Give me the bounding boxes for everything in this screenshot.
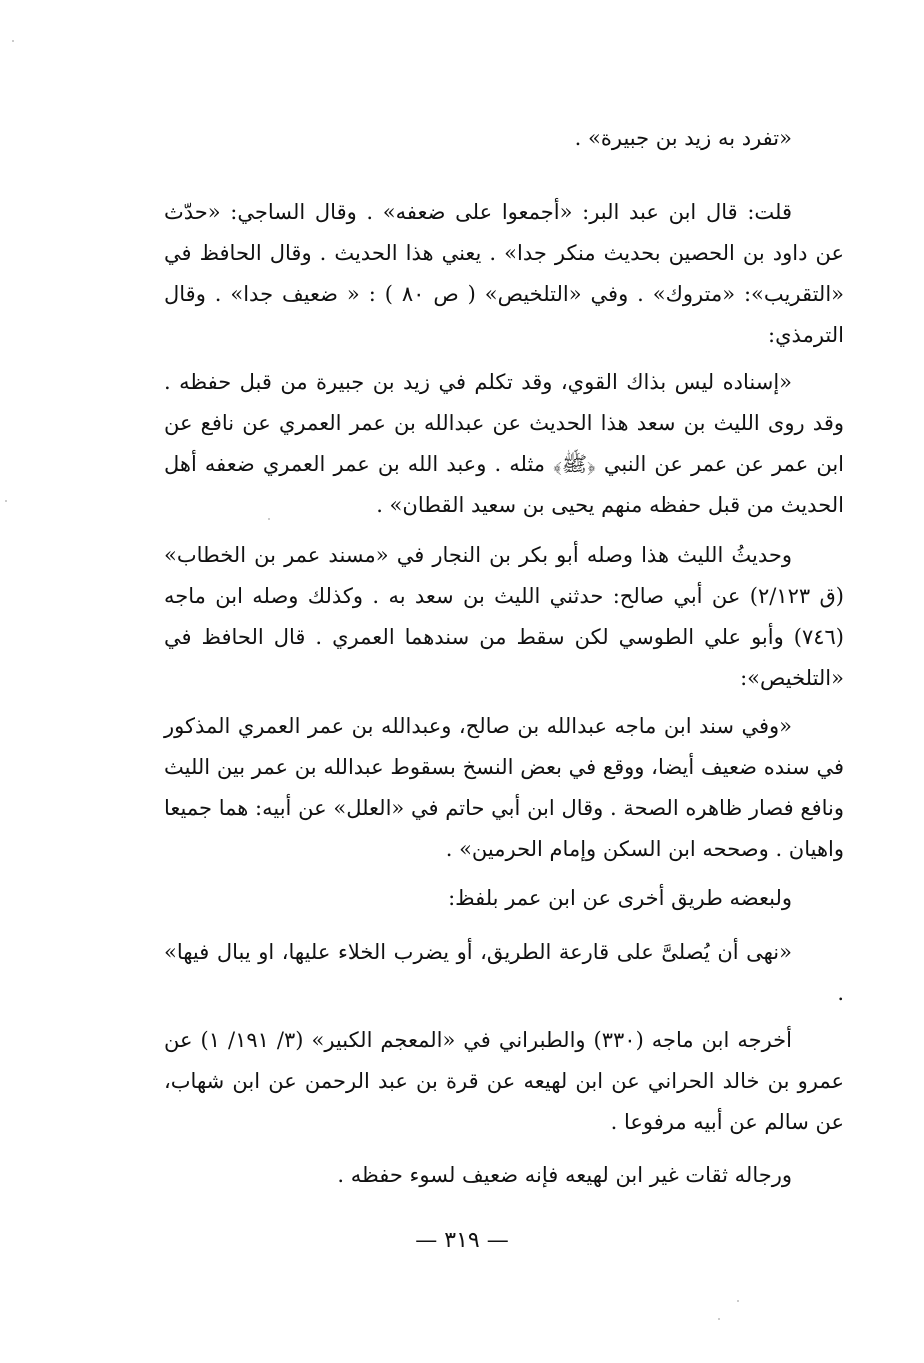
paragraph-8: أخرجه ابن ماجه (٣٣٠) والطبراني في «المعجم الكبير» (٣/ ١٩١/ ١) عن عمرو بن خالد الحراني عن ابن لهيعه عن قرة بن عبد الرحمن عن ابن شهاب، عن سالم عن أبيه مرفوعا . — [164, 1028, 844, 1134]
page-number: — ٣١٩ — — [415, 1228, 509, 1253]
scan-speck — [268, 518, 270, 520]
scan-speck — [718, 1318, 720, 1320]
scan-speck — [12, 40, 14, 42]
paragraph-2: قلت: قال ابن عبد البر: «أجمعوا على ضعفه» . وقال الساجي: «حدّث عن داود بن الحصين بحديث منكر جدا» . يعني هذا الحديث . وقال الحافظ في «التقريب»: «متروك» . وفي «التلخيص» ( ص ٨٠ ) : « ضعيف جدا» . وقال الترمذي: — [164, 200, 844, 347]
paragraph-4: وحديثُ الليث هذا وصله أبو بكر بن النجار في «مسند عمر بن الخطاب» (ق ٢/١٢٣) عن أبي صالح: حدثني الليث بن سعد به . وكذلك وصله ابن ماجه (٧٤٦) وأبو علي الطوسي لكن سقط من سندهما العمري . قال الحافظ في «التلخيص»: — [164, 543, 844, 690]
paragraph-5: «وفي سند ابن ماجه عبدالله بن صالح، وعبدالله بن عمر العمري المذكور في سنده ضعيف أيضا، ووقع في بعض النسخ بسقوط عبدالله بن عمر بين الليث ونافع فصار ظاهره الصحة . وقال ابن أبي حاتم في «العلل» عن أبيه: هما جميعا واهيان . وصححه ابن السكن وإمام الحرمين» . — [164, 714, 844, 861]
paragraph-1: «تفرد به زيد بن جبيرة» . — [574, 126, 792, 150]
paragraph-3: «إسناده ليس بذاك القوي، وقد تكلم في زيد بن جبيرة من قبل حفظه . وقد روى الليث بن سعد هذا الحديث عن عبدالله بن عمر العمري عن نافع عن ابن عمر عن عمر عن النبي ﴿ﷺ﴾ مثله . وعبد الله بن عمر العمري ضعفه أهل الحديث من قبل حفظه منهم يحيى بن سعيد القطان» . — [164, 370, 844, 517]
scan-speck — [737, 1300, 739, 1302]
scan-speck — [5, 500, 7, 502]
paragraph-7: «نهى أن يُصلىَّ على قارعة الطريق، أو يضرب الخلاء عليها، او يبال فيها» . — [164, 940, 844, 1005]
paragraph-6: ولبعضه طريق أخرى عن ابن عمر بلفظ: — [448, 886, 792, 910]
paragraph-9: ورجاله ثقات غير ابن لهيعه فإنه ضعيف لسوء حفظه . — [337, 1163, 792, 1187]
